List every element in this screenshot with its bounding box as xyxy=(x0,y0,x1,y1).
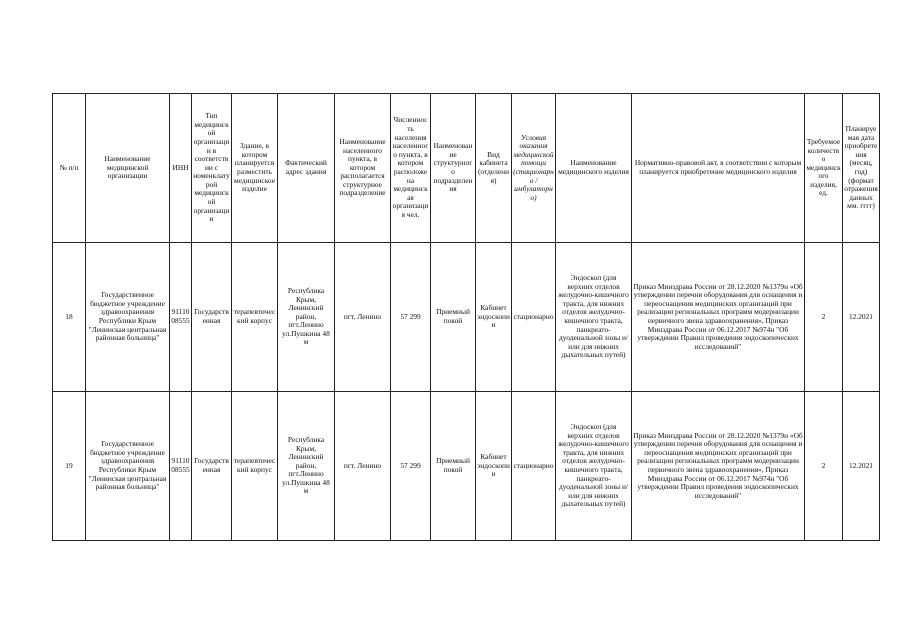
header-act: Нормативно-правовой акт, в соответствии с которым планируется приобретение медицинского изделия xyxy=(632,94,805,243)
header-inn: ИНН xyxy=(170,94,192,243)
row-act: Приказ Минздрава России от 28.12.2020 №1379н «Об утверждении перечня оборудования для оснащения и переоснащения медицинских организаций при реализации региональных программ модернизации первичного звена здравоохранения», Приказ Минздрава России от 06.12.2017 №974н "Об утверждении Правил проведения эндоскопических исследований" xyxy=(632,243,805,392)
row-cabinet: Кабинет эндоскопии xyxy=(476,243,512,392)
header-building: Здание, в котором планируется разместить медицинское изделие xyxy=(232,94,278,243)
row-cabinet: Кабинет эндоскопии xyxy=(476,392,512,541)
row-address: Республика Крым, Ленинский район, пгт.Ленино ул.Пушкина 48 м xyxy=(278,243,335,392)
header-cabinet: Вид кабинета (отделения) xyxy=(476,94,512,243)
row-org: Государственное бюджетное учреждение здравоохранения Республики Крым "Ленинская центральная районная больница" xyxy=(86,243,170,392)
row-date: 12.2021 xyxy=(843,392,880,541)
header-conditions: Условия оказания медицинской помощи (стационарно / амбулаторно) xyxy=(512,94,556,243)
row-conditions: стационарно xyxy=(512,243,556,392)
header-org: Наименование медицинской организации xyxy=(86,94,170,243)
header-type: Тип медицинской организации в соответствии с номенклатурой медицинской организации xyxy=(192,94,232,243)
row-act: Приказ Минздрава России от 28.12.2020 №1379н «Об утверждении перечня оборудования для оснащения и переоснащения медицинских организаций при реализации региональных программ модернизации первичного звена здравоохранения», Приказ Минздрава России от 06.12.2017 №974н "Об утверждении Правил проведения эндоскопических исследований" xyxy=(632,392,805,541)
row-inn: 9111008555 xyxy=(170,392,192,541)
row-unit: Приемный покой xyxy=(431,243,476,392)
row-type: Государственная xyxy=(192,243,232,392)
row-population: 57 299 xyxy=(391,392,431,541)
row-qty: 2 xyxy=(805,392,843,541)
row-date: 12.2021 xyxy=(843,243,880,392)
row-unit: Приемный покой xyxy=(431,392,476,541)
row-num: 18 xyxy=(53,243,86,392)
row-device: Эндоскоп (для верхних отделов желудочно-кишечного тракта, для нижних отделов желудочно-кишечного тракта, панкреато-дуоденальной зоны и/или для нижних дыхательных путей) xyxy=(556,243,632,392)
header-address: Фактический адрес здания xyxy=(278,94,335,243)
header-qty: Требуемое количество медицинского изделия, ед. xyxy=(805,94,843,243)
row-device: Эндоскоп (для верхних отделов желудочно-кишечного тракта, для нижних отделов желудочно-кишечного тракта, панкреато-дуоденальной зоны и/или для нижних дыхательных путей) xyxy=(556,392,632,541)
row-inn: 9111008555 xyxy=(170,243,192,392)
header-row xyxy=(53,94,880,243)
table-row xyxy=(53,243,880,392)
row-conditions: стационарно xyxy=(512,392,556,541)
equipment-table xyxy=(52,93,880,541)
row-population: 57 299 xyxy=(391,243,431,392)
row-locality: пгт. Ленино xyxy=(335,243,391,392)
table-row xyxy=(53,392,880,541)
header-unit: Наименование структурного подразделения xyxy=(431,94,476,243)
row-building: терапевтический корпус xyxy=(232,392,278,541)
row-building: терапевтический корпус xyxy=(232,243,278,392)
row-type: Государственная xyxy=(192,392,232,541)
row-locality: пгт. Ленино xyxy=(335,392,391,541)
row-qty: 2 xyxy=(805,243,843,392)
row-address: Республика Крым, Ленинский район, пгт.Ленино ул.Пушкина 48 м xyxy=(278,392,335,541)
header-device: Наименование медицинского изделия xyxy=(556,94,632,243)
header-date: Планируемая дата приобретения (месяц, год) (формат отражения данных мм. гггг) xyxy=(843,94,880,243)
header-population: Численность населения населенного пункта, в котором расположена медицинская организация чел. xyxy=(391,94,431,243)
row-num: 19 xyxy=(53,392,86,541)
header-num: № п/п xyxy=(53,94,86,243)
row-org: Государственное бюджетное учреждение здравоохранения Республики Крым "Ленинская центральная районная больница" xyxy=(86,392,170,541)
header-locality: Наименование населенного пункта, в котором располагается структурное подразделение xyxy=(335,94,391,243)
